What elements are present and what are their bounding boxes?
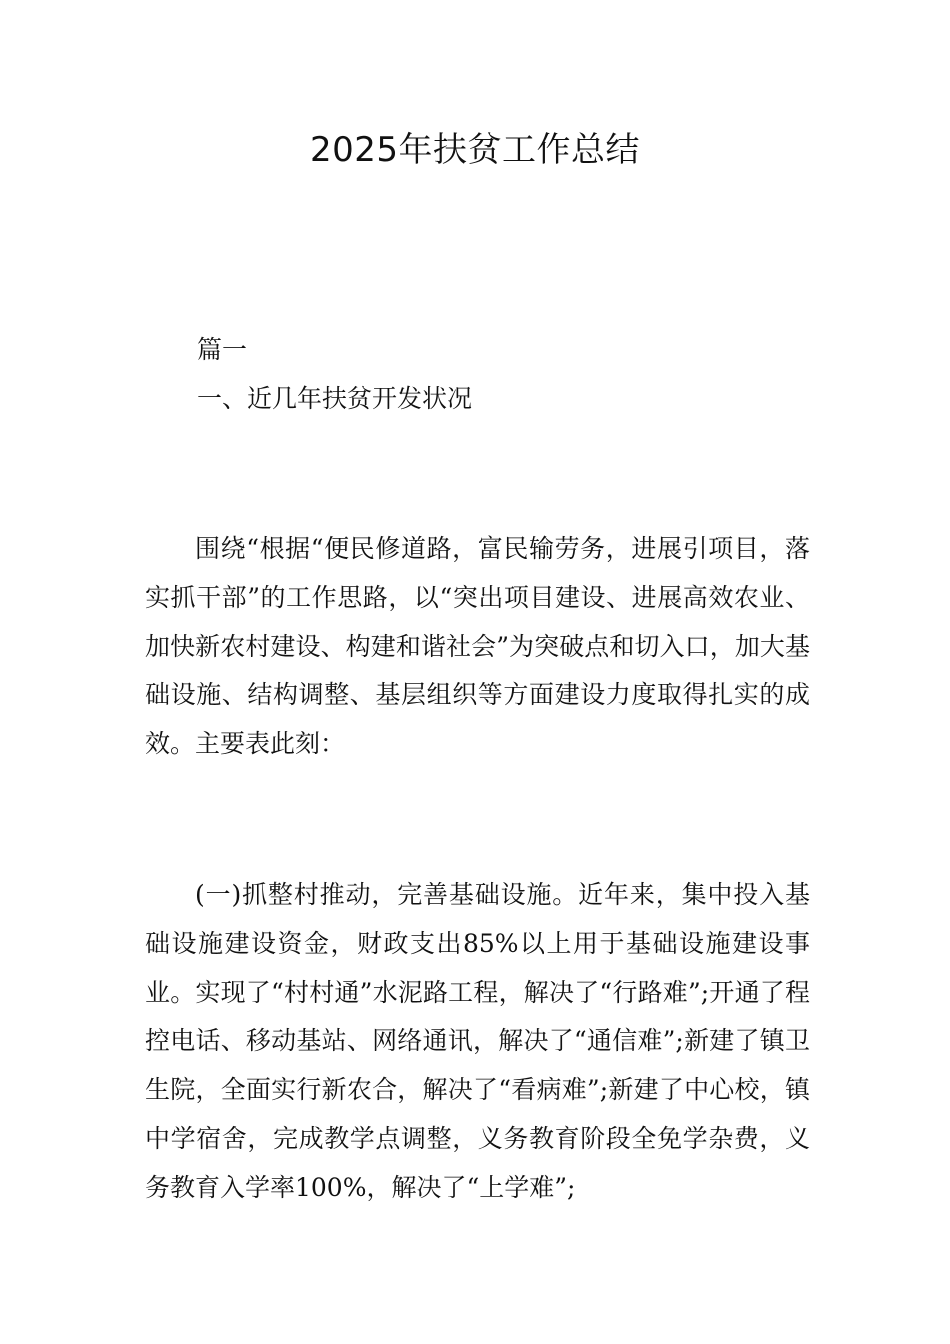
document-title: 2025年扶贫工作总结	[309, 130, 641, 170]
body-paragraph-1: 围绕“根据“便民修道路，富民输劳务，进展引项目，落实抓干部”的工作思路，以“突出项目建设、进展高效农业、加快新农村建设、构建和谐社会”为突破点和切入口，加大基础设施、结构调整、基层组织等方面建设力度取得扎实的成效。主要表此刻：	[145, 534, 810, 759]
body-paragraph-2: (一)抓整村推动，完善基础设施。近年来，集中投入基础设施建设资金，财政支出85%以上用于基础设施建设事业。实现了“村村通”水泥路工程，解决了“行路难”;开通了程控电话、移动基站、网络通讯，解决了“通信难”;新建了镇卫生院，全面实行新农合，解决了“看病难”;新建了中心校，镇中学宿舍，完成教学点调整，义务教育阶段全免学杂费，义务教育入学率100%，解决了“上学难”;	[145, 880, 810, 1202]
section-label: 篇一	[197, 335, 248, 364]
section-heading: 一、近几年扶贫开发状况	[197, 384, 473, 413]
